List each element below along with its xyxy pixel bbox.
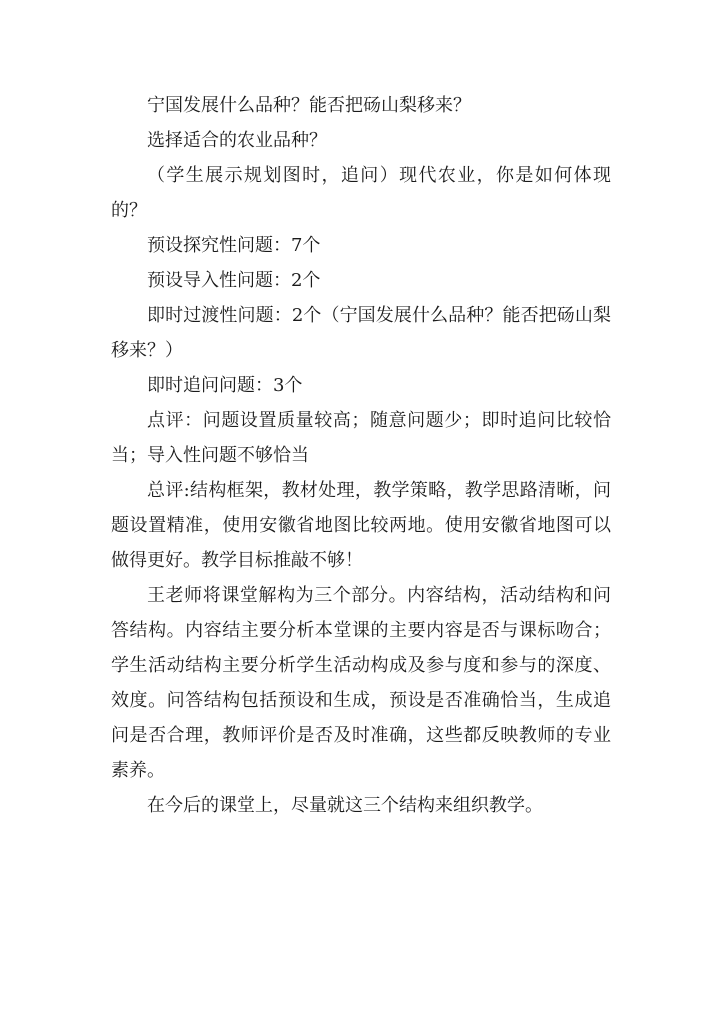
paragraph-question-variety: 宁国发展什么品种？能否把砀山梨移来？ (147, 95, 471, 116)
document-body (111, 88, 611, 823)
paragraph-preset-exploratory: 预设探究性问题：7个 (147, 235, 321, 256)
paragraph-structure-analysis: 王老师将课堂解构为三个部分。内容结构，活动结构和问答结构。内容结主要分析本堂课的主要内容是否与课标吻合；学生活动结构主要分析学生活动构成及参与度和参与的深度、效度。问答结构包括预设和生成，预设是否准确恰当，生成追问是否合理，教师评价是否及时准确，这些都反映教师的专业素养。 (111, 585, 611, 781)
paragraph-preset-introductory: 预设导入性问题：2个 (147, 270, 321, 291)
paragraph-question-choose: 选择适合的农业品种？ (147, 130, 327, 151)
paragraph-transitional: 即时过渡性问题：2个（宁国发展什么品种？能否把砀山梨移来？） (111, 305, 611, 361)
paragraph-followup-count: 即时追问问题：3个 (147, 375, 303, 396)
paragraph-comment: 点评：问题设置质量较高；随意问题少；即时追问比较恰当；导入性问题不够恰当 (111, 410, 611, 466)
paragraph-conclusion: 在今后的课堂上，尽量就这三个结构来组织教学。 (147, 795, 543, 816)
paragraph-overall-review: 总评:结构框架，教材处理，教学策略，教学思路清晰，问题设置精准，使用安徽省地图比较两地。使用安徽省地图可以做得更好。教学目标推敲不够！ (111, 480, 611, 571)
paragraph-followup-modern-agriculture: （学生展示规划图时，追问）现代农业，你是如何体现的？ (111, 165, 611, 221)
